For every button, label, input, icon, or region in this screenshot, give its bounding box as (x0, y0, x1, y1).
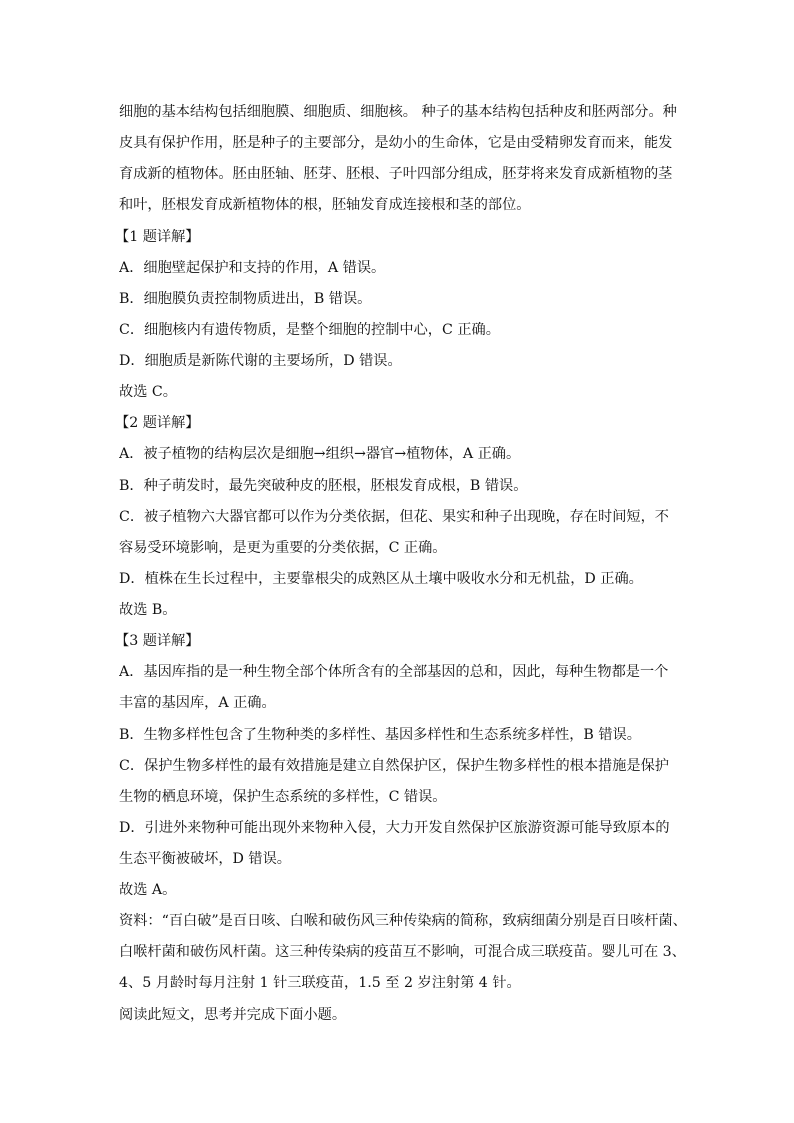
section-heading: 【1 题详解】 (115, 229, 200, 245)
text-line: C．被子植物六大器官都可以作为分类依据，但花、果实和种子出现晚，存在时间短，不 (119, 509, 669, 525)
text-line: 丰富的基因库，A 正确。 (119, 695, 276, 711)
text-line: 和叶，胚根发育成新植物体的根，胚轴发育成连接根和茎的部位。 (119, 197, 531, 213)
text-line: D．植株在生长过程中，主要靠根尖的成熟区从土壤中吸收水分和无机盐，D 正确。 (119, 571, 643, 587)
section-heading: 【2 题详解】 (115, 415, 200, 431)
text-line: 白喉杆菌和破伤风杆菌。这三种传染病的疫苗互不影响，可混合成三联疫苗。婴儿可在 3、 (119, 944, 686, 960)
text-line: 4、5 月龄时每月注射 1 针三联疫苗，1.5 至 2 岁注射第 4 针。 (119, 975, 521, 991)
text-line: 容易受环境影响，是更为重要的分类依据，C 正确。 (119, 540, 447, 556)
answer-line: 故选 B。 (119, 602, 177, 618)
text-line: 资料：“百白破”是百日咳、白喉和破伤风三种传染病的简称，致病细菌分别是百日咳杆菌、 (119, 913, 687, 929)
text-line: 皮具有保护作用，胚是种子的主要部分，是幼小的生命体，它是由受精卵发育而来，能发 (119, 135, 673, 151)
text-line: 生物的栖息环境，保护生态系统的多样性，C 错误。 (119, 789, 447, 805)
text-line: B．细胞膜负责控制物质进出，B 错误。 (119, 291, 372, 307)
answer-line: 故选 C。 (119, 384, 177, 400)
text-line: C．保护生物多样性的最有效措施是建立自然保护区，保护生物多样性的根本措施是保护 (119, 758, 669, 774)
answer-line: 故选 A。 (119, 882, 177, 898)
text-line: D．细胞质是新陈代谢的主要场所，D 错误。 (119, 353, 402, 369)
text-line: B．种子萌发时，最先突破种皮的胚根，胚根发育成根，B 错误。 (119, 478, 528, 494)
text-line: A．基因库指的是一种生物全部个体所含有的全部基因的总和，因此，每种生物都是一个 (119, 664, 669, 680)
text-line: 育成新的植物体。胚由胚轴、胚芽、胚根、子叶四部分组成，胚芽将来发育成新植物的茎 (119, 166, 673, 182)
text-line: D．引进外来物种可能出现外来物种入侵，大力开发自然保护区旅游资源可能导致原本的 (119, 820, 670, 836)
text-line: A．被子植物的结构层次是细胞→组织→器官→植物体，A 正确。 (119, 446, 521, 462)
text-line: 细胞的基本结构包括细胞膜、细胞质、细胞核。 种子的基本结构包括种皮和胚两部分。种 (119, 104, 677, 120)
text-line: 阅读此短文，思考并完成下面小题。 (119, 1007, 347, 1023)
text-line: 生态平衡被破坏，D 错误。 (119, 851, 291, 867)
section-heading: 【3 题详解】 (115, 633, 200, 649)
text-line: B．生物多样性包含了生物种类的多样性、基因多样性和生态系统多样性，B 错误。 (119, 727, 641, 743)
text-line: C．细胞核内有遗传物质，是整个细胞的控制中心，C 正确。 (119, 322, 500, 338)
text-line: A．细胞壁起保护和支持的作用，A 错误。 (119, 260, 386, 276)
